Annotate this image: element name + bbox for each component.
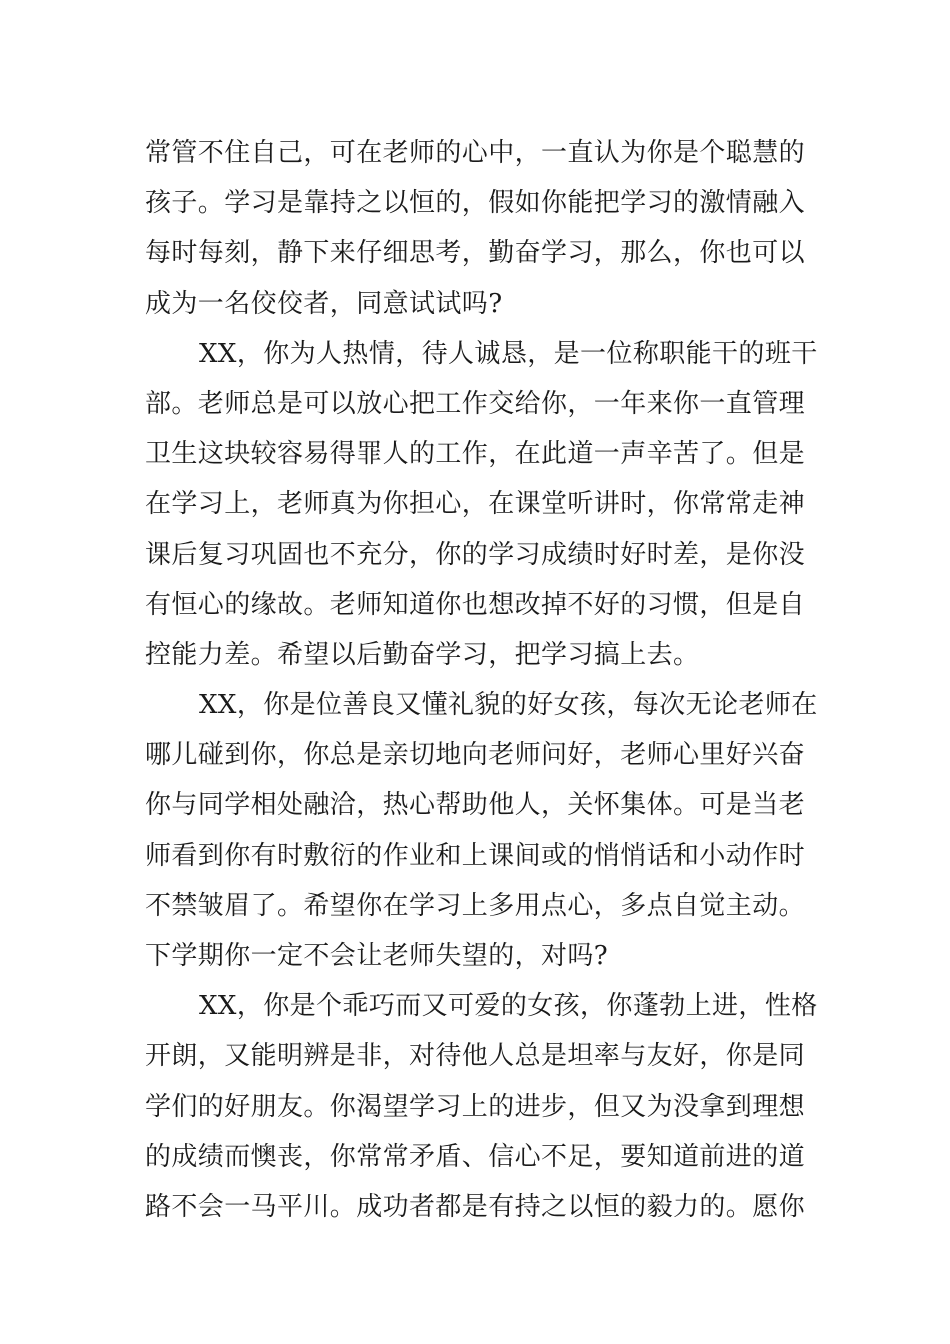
text-line: 部。老师总是可以放心把工作交给你，一年来你一直管理 [145, 388, 806, 419]
text-line: 学们的好朋友。你渴望学习上的进步，但又为没拿到理想 [145, 1091, 806, 1122]
text-line: 每时每刻，静下来仔细思考，勤奋学习，那么，你也可以 [145, 238, 806, 269]
text-line: 在学习上，老师真为你担心，在课堂听讲时，你常常走神 [145, 489, 806, 520]
text-line: 控能力差。希望以后勤奋学习，把学习搞上去。 [145, 639, 700, 670]
body-text [145, 128, 818, 1232]
text-line: 哪儿碰到你，你总是亲切地向老师问好，老师心里好兴奋 [145, 740, 806, 771]
text-line: 不禁皱眉了。希望你在学习上多用点心，多点自觉主动。 [145, 890, 806, 921]
text-line: 路不会一马平川。成功者都是有持之以恒的毅力的。愿你 [145, 1191, 806, 1222]
text-line: 你与同学相处融洽，热心帮助他人，关怀集体。可是当老 [145, 790, 806, 821]
text-line: 成为一名佼佼者，同意试试吗? [145, 288, 503, 319]
text-line: 课后复习巩固也不充分，你的学习成绩时好时差，是你没 [145, 539, 806, 570]
text-line: 常管不住自己，可在老师的心中，一直认为你是个聪慧的 [145, 138, 806, 168]
paragraph-start-line: XX，你是个乖巧而又可爱的女孩，你蓬勃上进，性格 [199, 991, 818, 1022]
paragraph-start-line: XX，你为人热情，待人诚恳，是一位称职能干的班干 [199, 338, 818, 369]
text-line: 下学期你一定不会让老师失望的，对吗? [145, 941, 609, 971]
text-line: 开朗，又能明辨是非，对待他人总是坦率与友好，你是同 [145, 1041, 806, 1072]
paragraph-start-line: XX，你是位善良又懂礼貌的好女孩，每次无论老师在 [199, 690, 818, 721]
text-line: 的成绩而懊丧，你常常矛盾、信心不足，要知道前进的道 [145, 1141, 806, 1172]
text-line: 有恒心的缘故。老师知道你也想改掉不好的习惯，但是自 [145, 589, 806, 620]
text-line: 师看到你有时敷衍的作业和上课间或的悄悄话和小动作时 [145, 840, 806, 871]
text-line: 孩子。学习是靠持之以恒的，假如你能把学习的激情融入 [145, 188, 806, 219]
text-line: 卫生这块较容易得罪人的工作，在此道一声辛苦了。但是 [145, 439, 806, 470]
